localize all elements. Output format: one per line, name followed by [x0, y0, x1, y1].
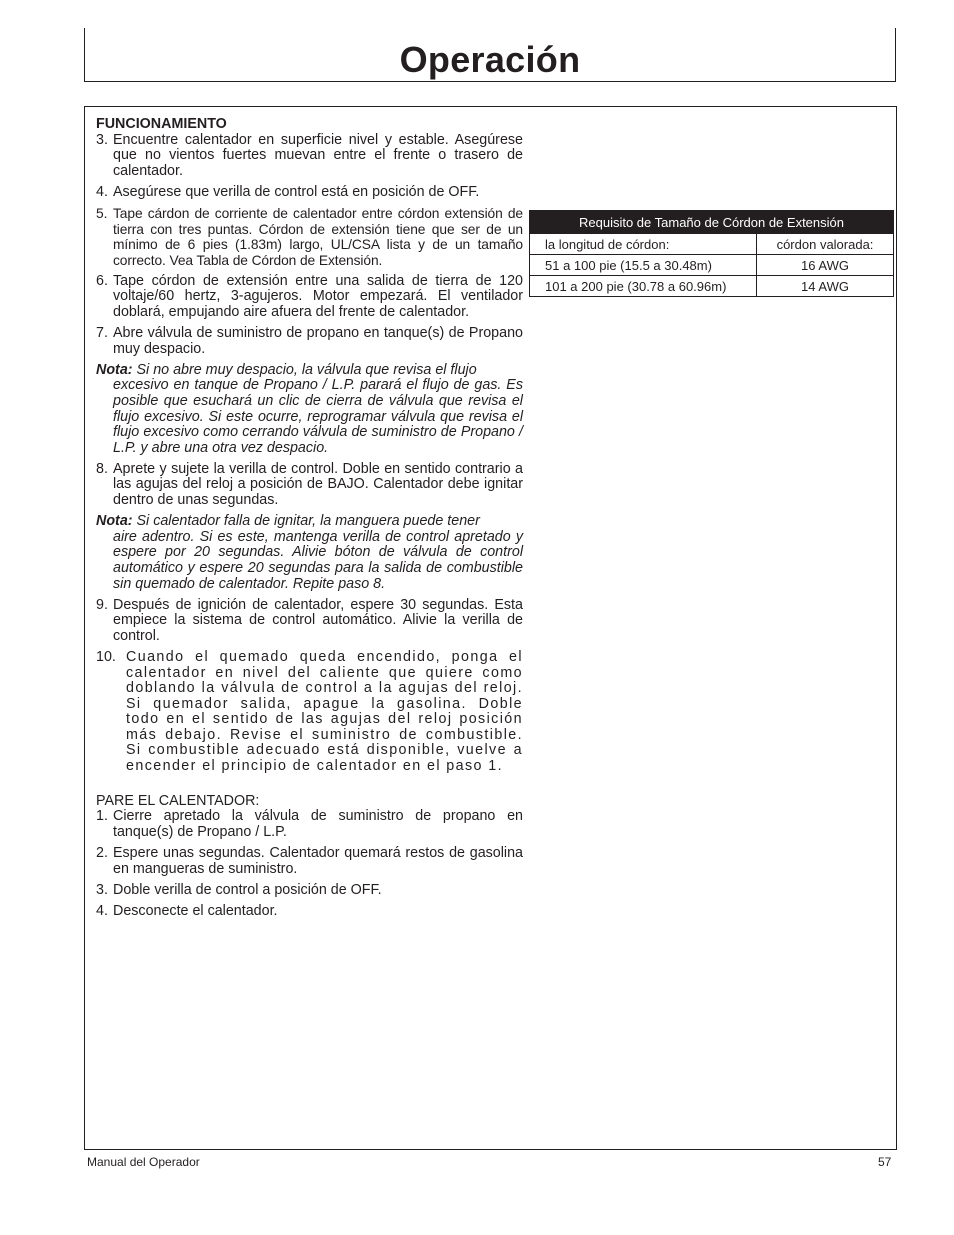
funcionamiento-heading: FUNCIONAMIENTO: [96, 116, 227, 132]
step-4: [96, 185, 523, 201]
step-number: 6.: [96, 272, 108, 289]
stop-step-3: [96, 883, 523, 899]
table-row: [530, 276, 894, 297]
cord-rating-cell: 16 AWG: [757, 255, 894, 276]
step-10: [96, 650, 523, 775]
step-text: Doble verilla de control a posición de OFF.: [113, 881, 382, 898]
table-header-row: [530, 234, 894, 255]
extension-cord-table: [529, 210, 894, 297]
step-number: 8.: [96, 460, 108, 477]
step-text: Cuando el quemado queda encendido, ponga el calentador en nivel del caliente que quiere como doblando la válvula de control a la agujas del reloj. Si quemador salida, apague la gasolina. Doble todo en el sentido de las agujas del reloj posición más debajo. Revise el suministro de combustible. Si combustible adecuado está disponible, vuelve a encender el principio de calentador en el paso 1.: [126, 648, 523, 775]
step-number: 10.: [96, 648, 116, 665]
note-flow-valve: [96, 363, 523, 457]
note-label: Nota:: [96, 513, 133, 530]
step-7: [96, 326, 523, 357]
step-6: [96, 274, 523, 321]
step-text: Abre válvula de suministro de propano en tanque(s) de Propano muy despacio.: [113, 325, 523, 357]
step-9: [96, 598, 523, 645]
step-text: Tape cárdon de corriente de calentador entre córdon extensión de tierra con tres puntas. Córdon de extensión tiene que ser de un mínimo de 6 pies (1.83m) largo, UL/CSA lista y de un tamaño correcto. Vea Tabla de Córdon de Extensión.: [113, 205, 523, 268]
note-body: aire adentro. Si es este, mantenga verilla de control apretado y espere por 20 segundas. Alivie bóton de válvula de control automático y espere 20 segundas para la salida de combustible sin quemado de calentador. Repite paso 8.: [113, 528, 523, 592]
stop-step-1: [96, 809, 523, 840]
step-number: 3.: [96, 881, 108, 898]
cord-length-cell: 51 a 100 pie (15.5 a 30.48m): [530, 255, 757, 276]
step-text: Encuentre calentador en superficie nivel y estable. Asegúrese que no vientos fuertes muevan entre el frente o trasero de calentador.: [113, 131, 523, 179]
step-text: Asegúrese que verilla de control está en posición de OFF.: [113, 183, 480, 200]
note-first-line: Si no abre muy despacio, la válvula que revisa el flujo: [136, 361, 477, 378]
pare-heading: PARE EL CALENTADOR:: [96, 792, 260, 809]
instructions-column: [96, 117, 523, 925]
step-number: 4.: [96, 902, 108, 919]
note-body: excesivo en tanque de Propano / L.P. parará el flujo de gas. Es posible que esuchará un clic de cierra de válvula que revisa el flujo excesivo. Si este ocurre, reprogramar válvula que revisa el flujo excesivo como cerrando válvula de suministro de Propano / L.P. y abre una otra vez despacio.: [113, 377, 523, 456]
page-title: Operación: [399, 39, 581, 80]
note-first-line: Si calentador falla de ignitar, la manguera puede tener: [136, 513, 480, 530]
step-number: 4.: [96, 183, 108, 200]
content-box: [84, 106, 897, 1150]
table-title: Requisito de Tamaño de Córdon de Extensión: [530, 211, 894, 234]
table-row: [530, 255, 894, 276]
step-text: Espere unas segundas. Calentador quemará restos de gasolina en mangueras de suministro.: [113, 844, 523, 877]
note-label: Nota:: [96, 361, 133, 378]
cord-size-table: [529, 210, 894, 297]
note-ignition: [96, 514, 523, 592]
step-text: Después de ignición de calentador, espere 30 segundas. Esta empiece la sistema de control automático. Alivie la verilla de control.: [113, 596, 523, 644]
step-3: [96, 133, 523, 180]
step-number: 7.: [96, 325, 108, 342]
step-text: Tape córdon de extensión entre una salida de tierra de 120 voltaje/60 hertz, 3-agujeros. Motor empezará. El ventilador doblará, empujando aire afuera del frente de calentador.: [113, 272, 523, 321]
step-text: Aprete y sujete la verilla de control. Doble en sentido contrario a las agujas del reloj a posición de BAJO. Calentador debe ignitar dentro de unas segundas.: [113, 460, 523, 509]
cord-length-cell: 101 a 200 pie (30.78 a 60.96m): [530, 276, 757, 297]
step-number: 9.: [96, 596, 108, 613]
step-text: Desconecte el calentador.: [113, 902, 278, 919]
header-box: [84, 28, 896, 82]
stop-step-4: [96, 904, 523, 920]
step-text: Cierre apretado la válvula de suministro de propano en tanque(s) de Propano / L.P.: [113, 808, 523, 840]
column-header-rating: córdon valorada:: [757, 234, 894, 255]
page-number: 57: [878, 1155, 892, 1169]
step-5: [96, 206, 523, 268]
footer-manual-label: Manual del Operador: [87, 1155, 200, 1169]
stop-step-2: [96, 846, 523, 877]
column-header-length: la longitud de córdon:: [530, 234, 757, 255]
step-number: 1.: [96, 808, 108, 825]
step-8: [96, 462, 523, 509]
cord-rating-cell: 14 AWG: [757, 276, 894, 297]
step-number: 3.: [96, 131, 108, 148]
step-number: 5.: [96, 205, 108, 221]
step-number: 2.: [96, 844, 108, 861]
